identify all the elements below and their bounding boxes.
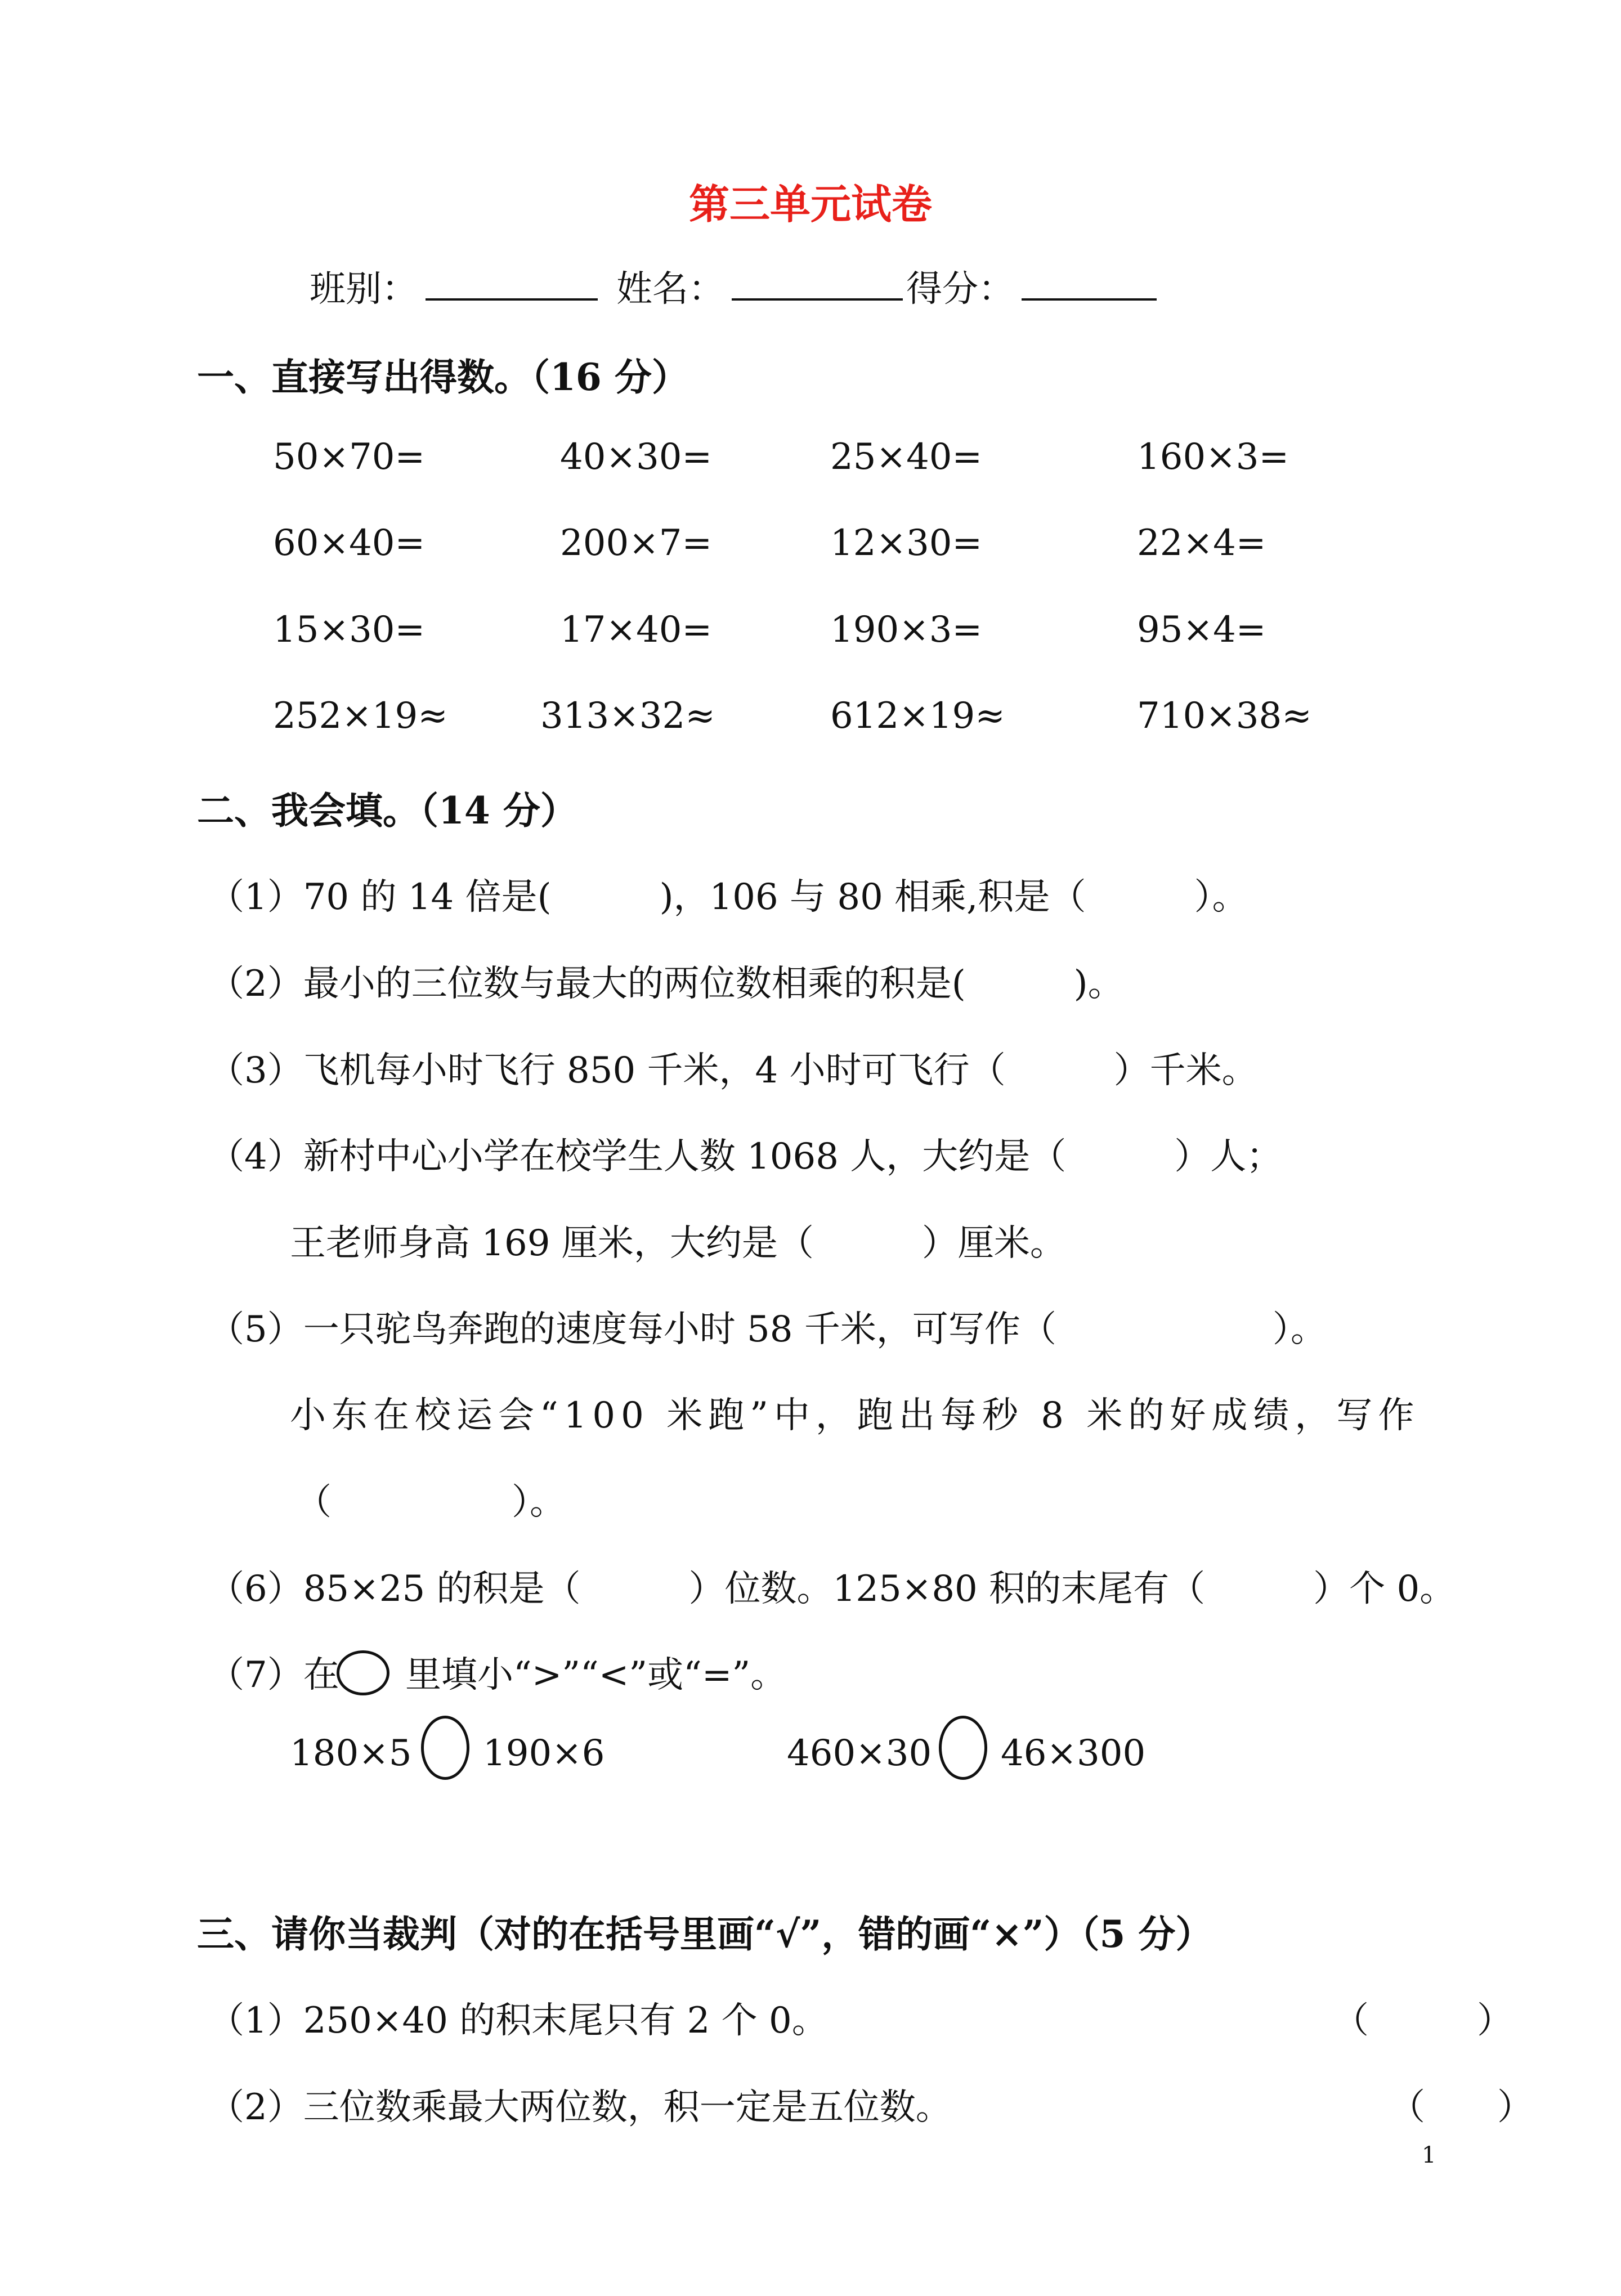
calc-item: 200×7= — [560, 522, 713, 564]
calc-item: 612×19≈ — [830, 695, 1005, 737]
calc-item: 25×40= — [830, 436, 983, 478]
calc-item: 50×70= — [273, 436, 426, 478]
section2-heading: 二、我会填。（14 分） — [197, 789, 577, 833]
calc-item: 40×30= — [560, 436, 713, 478]
compare-1-circle[interactable] — [421, 1716, 469, 1780]
name-blank[interactable] — [732, 268, 903, 303]
page-number: 1 — [1422, 2142, 1436, 2168]
question-2: （2）最小的三位数与最大的两位数相乘的积是( )。 — [208, 963, 1124, 1005]
question-4a: （4）新村中心小学在校学生人数 1068 人，大约是（ ）人； — [208, 1136, 1283, 1178]
question-3: （3）飞机每小时飞行 850 千米，4 小时可飞行（ ）千米。 — [208, 1050, 1258, 1091]
section3-heading: 三、请你当裁判（对的在括号里画“√”，错的画“×”）（5 分） — [197, 1912, 1213, 1956]
class-blank[interactable] — [426, 268, 598, 303]
question-4b: 王老师身高 169 厘米，大约是（ ）厘米。 — [290, 1223, 1066, 1264]
score-blank[interactable] — [1022, 268, 1157, 303]
calc-item: 710×38≈ — [1137, 695, 1312, 737]
question-5a: （5）一只驼鸟奔跑的速度每小时 58 千米，可写作（ ）。 — [208, 1309, 1327, 1350]
judge-question-1: （1）250×40 的积末尾只有 2 个 0。 — [208, 2000, 828, 2042]
page-title: 第三单元试卷 — [688, 180, 932, 228]
calc-item: 160×3= — [1137, 436, 1289, 478]
calc-item: 313×32≈ — [540, 695, 715, 737]
calc-item: 60×40= — [273, 522, 426, 564]
circle-icon — [337, 1650, 389, 1695]
compare-1-right: 190×6 — [483, 1733, 605, 1774]
name-label: 姓名： — [616, 268, 724, 310]
calc-item: 190×3= — [830, 609, 983, 651]
question-5b: 小东在校运会“100 米跑”中，跑出每秒 8 米的好成绩，写作 — [290, 1395, 1420, 1436]
question-6: （6）85×25 的积是（ ）位数。125×80 积的末尾有（ ）个 0。 — [208, 1568, 1456, 1610]
question-7-prefix: （7）在 — [208, 1654, 339, 1696]
score-label: 得分： — [906, 268, 1014, 310]
calc-item: 95×4= — [1137, 609, 1266, 651]
judge-question-2: （2）三位数乘最大两位数，积一定是五位数。 — [208, 2087, 952, 2128]
calc-item: 22×4= — [1137, 522, 1266, 564]
section1-heading: 一、直接写出得数。（16 分） — [197, 355, 689, 399]
judge-paren-2[interactable]: （ ） — [1389, 2087, 1533, 2128]
calc-item: 252×19≈ — [273, 695, 448, 737]
calc-item: 17×40= — [560, 609, 713, 651]
question-7-suffix: 里填小“>”“<”或“=”。 — [405, 1654, 787, 1696]
compare-2-left: 460×30 — [787, 1733, 932, 1774]
judge-paren-1[interactable]: （ ） — [1333, 2000, 1513, 2042]
calc-item: 12×30= — [830, 522, 983, 564]
compare-1-left: 180×5 — [290, 1733, 412, 1774]
calc-item: 15×30= — [273, 609, 426, 651]
question-1: （1）70 的 14 倍是( )，106 与 80 相乘,积是（ ）。 — [208, 876, 1248, 918]
question-5c: （ ）。 — [295, 1482, 566, 1523]
compare-2-circle[interactable] — [939, 1716, 987, 1780]
class-label: 班别： — [310, 268, 418, 310]
compare-2-right: 46×300 — [1001, 1733, 1146, 1774]
